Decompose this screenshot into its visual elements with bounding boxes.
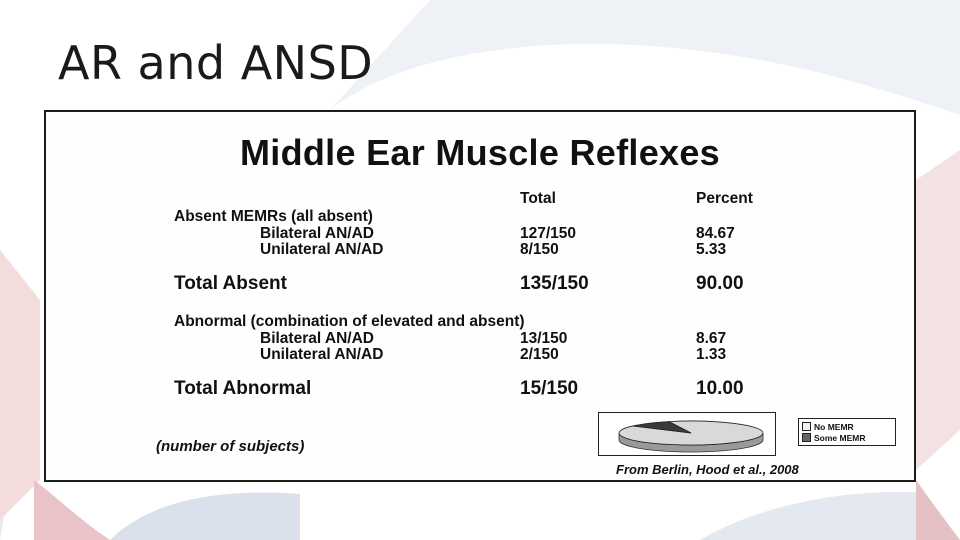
abnormal-row-percent: 8.67	[696, 330, 727, 347]
legend-swatch	[802, 433, 811, 442]
total-abnormal-percent: 10.00	[696, 378, 744, 399]
legend-item-no-memr	[802, 421, 892, 432]
pie-legend	[798, 418, 896, 446]
total-abnormal-label: Total Abnormal	[174, 378, 312, 399]
abnormal-row-total: 2/150	[520, 346, 559, 363]
pie-chart	[599, 413, 774, 454]
absent-heading: Absent MEMRs (all absent)	[174, 208, 373, 225]
legend-label: No MEMR	[814, 421, 854, 432]
column-header-percent: Percent	[696, 190, 753, 207]
memr-table-figure	[44, 110, 916, 482]
pie-chart-box	[598, 412, 776, 456]
abnormal-row-percent: 1.33	[696, 346, 727, 363]
legend-label: Some MEMR	[814, 432, 866, 443]
absent-row-percent: 84.67	[696, 225, 735, 242]
legend-swatch	[802, 422, 811, 431]
legend-item-some-memr	[802, 432, 892, 443]
total-absent-total: 135/150	[520, 273, 589, 294]
abnormal-row-total: 13/150	[520, 330, 568, 347]
figure-title: Middle Ear Muscle Reflexes	[240, 132, 720, 173]
total-abnormal-total: 15/150	[520, 378, 579, 399]
column-header-total: Total	[520, 190, 556, 207]
abnormal-row-label: Bilateral AN/AD	[260, 330, 374, 347]
source-citation: From Berlin, Hood et al., 2008	[616, 462, 799, 477]
absent-row-label: Unilateral AN/AD	[260, 241, 384, 258]
total-absent-percent: 90.00	[696, 273, 744, 294]
absent-row-percent: 5.33	[696, 241, 727, 258]
absent-row-label: Bilateral AN/AD	[260, 225, 374, 242]
absent-row-total: 127/150	[520, 225, 577, 242]
absent-row-total: 8/150	[520, 241, 559, 258]
subjects-note: (number of subjects)	[156, 438, 305, 455]
slide-title: AR and ANSD	[58, 36, 374, 90]
total-absent-label: Total Absent	[174, 273, 287, 294]
abnormal-row-label: Unilateral AN/AD	[260, 346, 384, 363]
abnormal-heading: Abnormal (combination of elevated and absent)	[174, 313, 525, 330]
